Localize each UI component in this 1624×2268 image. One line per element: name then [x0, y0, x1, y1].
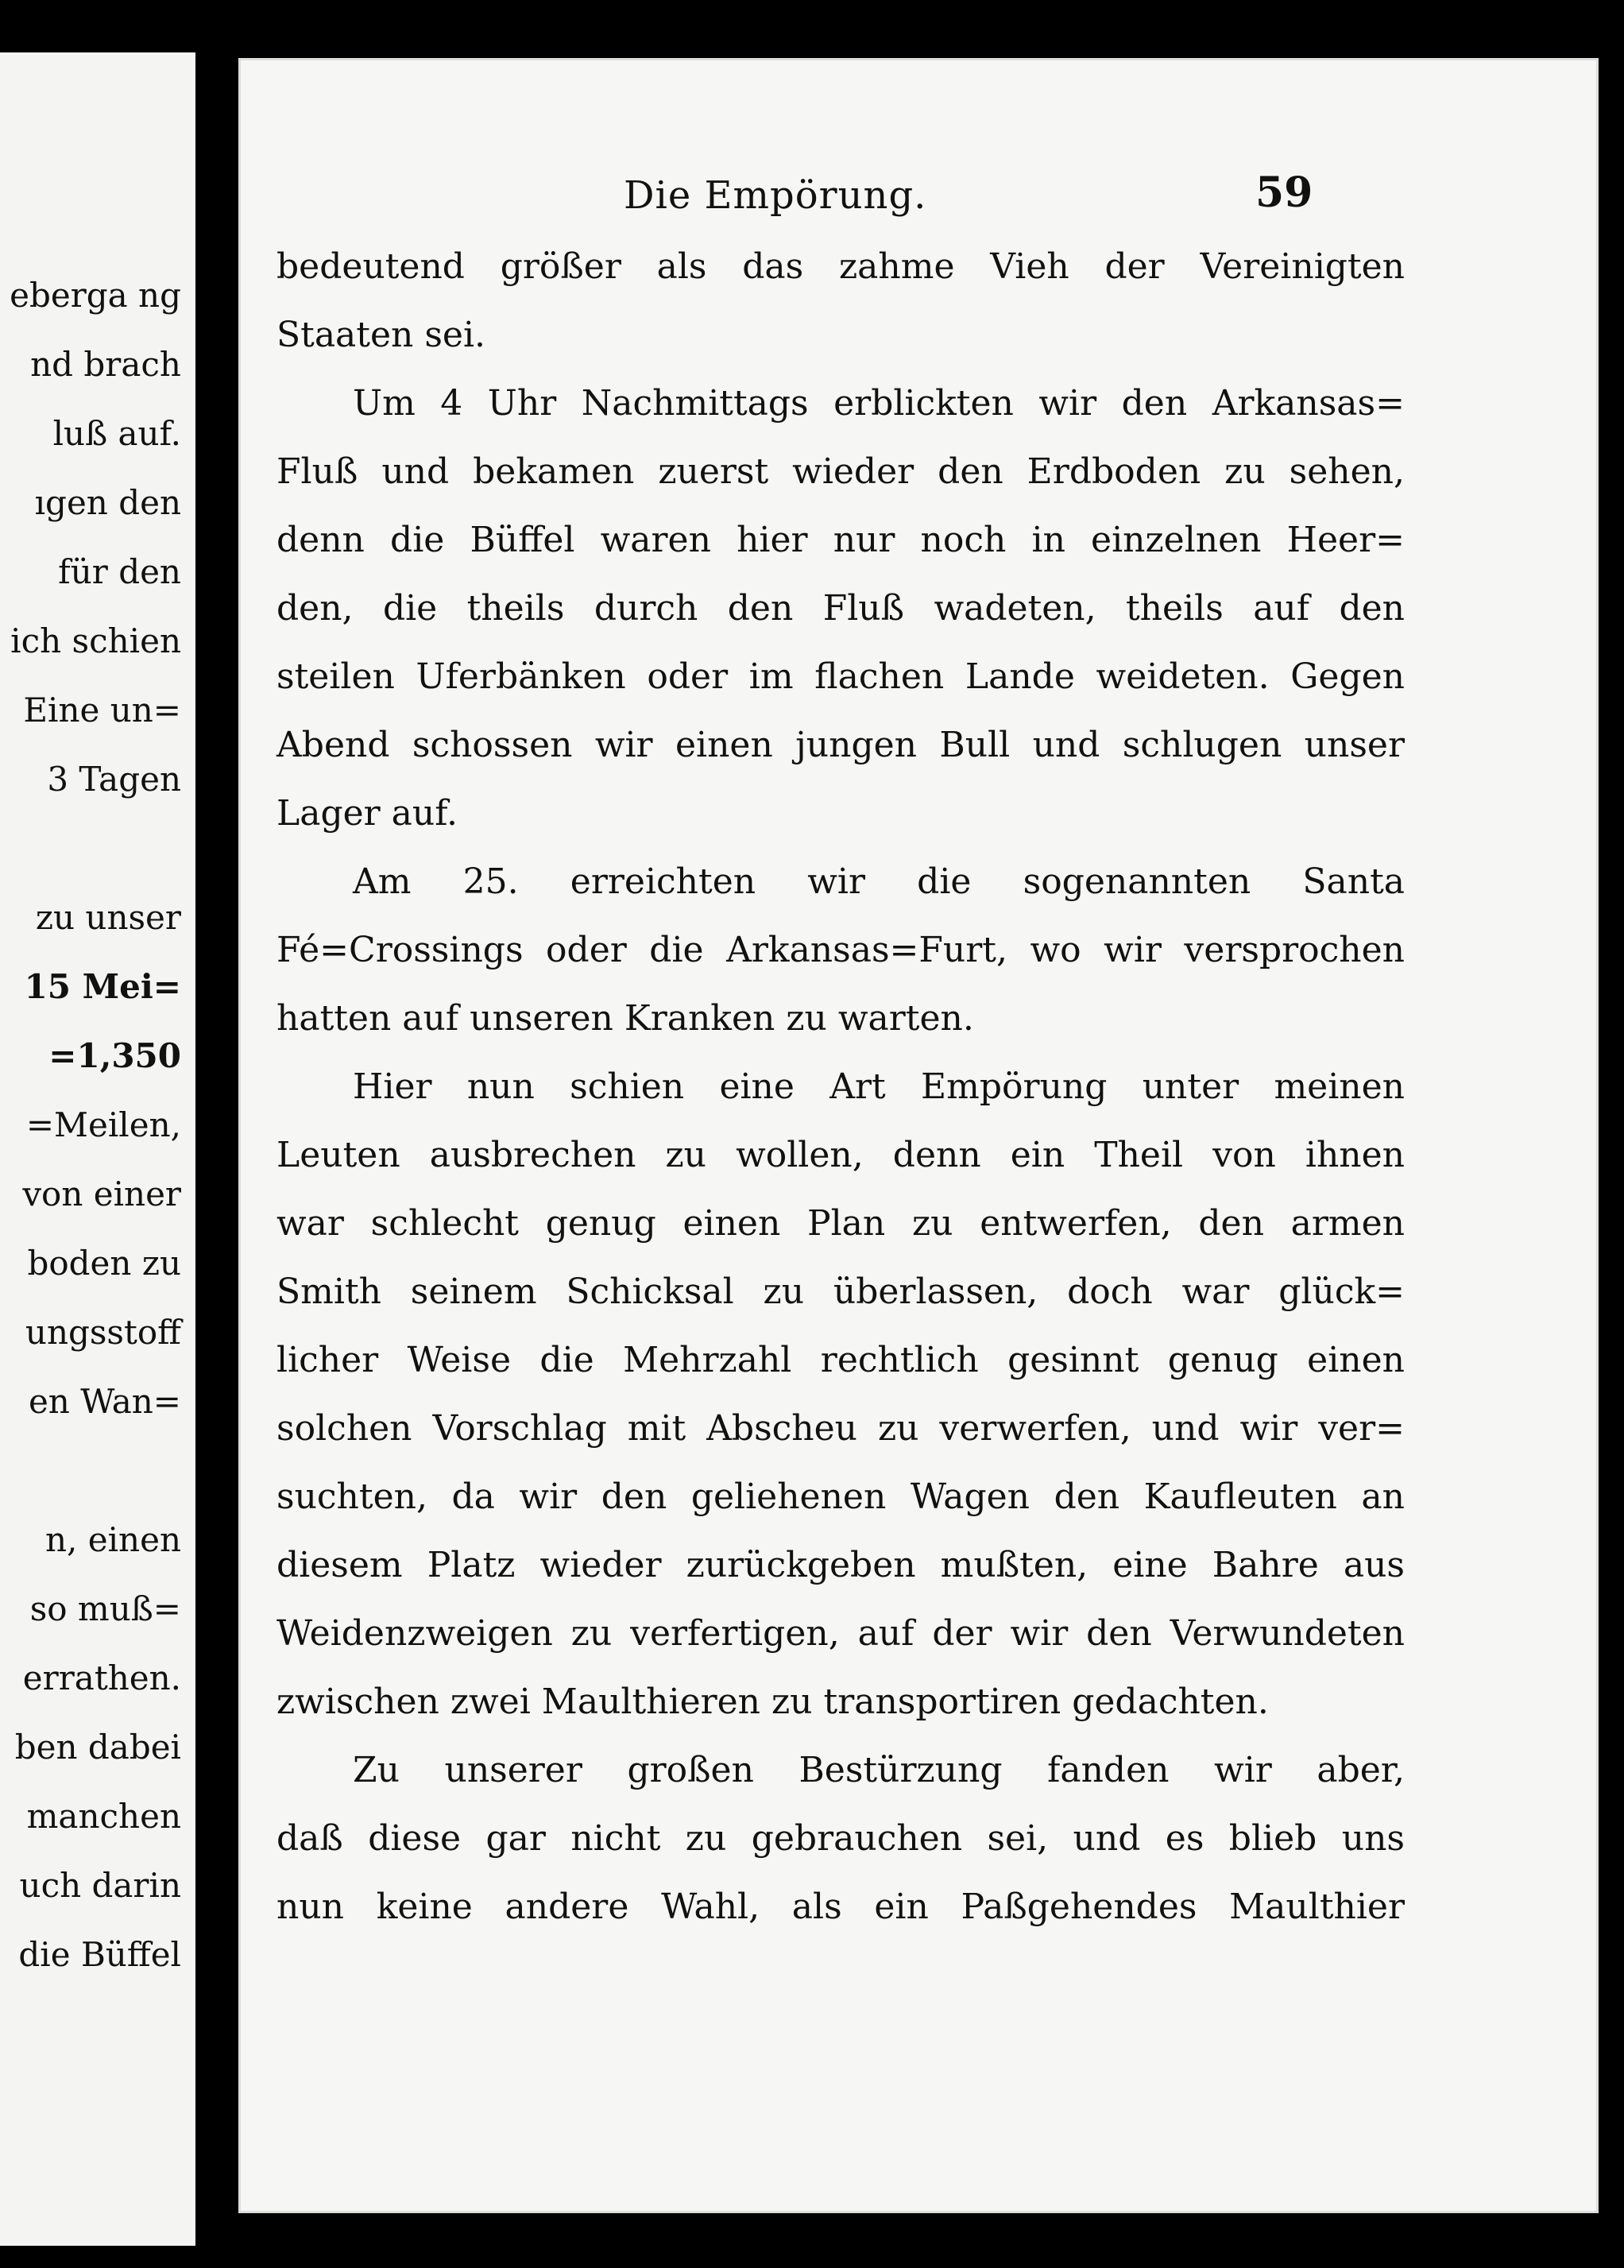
left-line-15: boden zu	[27, 1244, 181, 1283]
text-line-23: Zu unserer großen Bestürzung fanden wir aber,	[353, 1750, 1405, 1790]
text-line-11: Fé=Crossings oder die Arkansas=Furt, wo wir versprochen	[276, 930, 1405, 970]
left-line-11: 15 Mei=	[24, 967, 181, 1006]
left-line-4: ıgen den	[34, 483, 181, 522]
running-head: Die Empörung.	[624, 173, 927, 218]
left-line-23: manchen	[26, 1797, 181, 1836]
left-line-22: ben dabei	[14, 1728, 181, 1767]
text-line-3: Um 4 Uhr Nachmittags erblickten wir den Arkansas=	[353, 383, 1405, 424]
right-page	[238, 58, 1599, 2213]
left-line-7: Eine un=	[23, 691, 181, 730]
left-line-16: ungsstoff	[25, 1313, 181, 1352]
text-line-24: daß diese gar nicht zu gebrauchen sei, und es blieb uns	[276, 1818, 1405, 1859]
text-line-9: Lager auf.	[276, 793, 458, 834]
left-line-8: 3 Tagen	[47, 760, 181, 799]
text-line-16: Smith seinem Schicksal zu überlassen, doch war glück=	[276, 1271, 1405, 1312]
left-line-3: luß auf.	[52, 414, 181, 453]
left-line-1: eberga ng	[10, 276, 181, 315]
text-line-19: suchten, da wir den geliehenen Wagen den Kaufleuten an	[276, 1477, 1405, 1517]
text-line-14: Leuten ausbrechen zu wollen, denn ein Theil von ihnen	[276, 1135, 1405, 1175]
left-line-5: für den	[58, 552, 181, 591]
text-line-4: Fluß und bekamen zuerst wieder den Erdboden zu sehen,	[276, 451, 1405, 492]
left-line-13: =Meilen,	[25, 1105, 181, 1144]
left-line-14: von einer	[22, 1175, 181, 1213]
text-line-5: denn die Büffel waren hier nur noch in einzelnen Heer=	[276, 520, 1405, 560]
text-line-25: nun keine andere Wahl, als ein Paßgehendes Maulthier	[276, 1887, 1405, 1927]
left-page-fragment	[0, 0, 195, 2268]
left-line-24: uch darin	[19, 1866, 181, 1905]
left-line-2: nd brach	[30, 345, 181, 384]
page-header	[238, 168, 1599, 229]
text-line-7: steilen Uferbänken oder im flachen Lande weideten. Gegen	[276, 656, 1405, 697]
text-line-21: Weidenzweigen zu verfertigen, auf der wir den Verwundeten	[276, 1613, 1405, 1654]
left-line-19: n, einen	[45, 1520, 181, 1559]
text-line-17: licher Weise die Mehrzahl rechtlich gesinnt genug einen	[276, 1340, 1405, 1380]
text-line-1: bedeutend größer als das zahme Vieh der Vereinigten	[276, 246, 1405, 287]
text-line-12: hatten auf unseren Kranken zu warten.	[276, 998, 974, 1039]
text-line-22: zwischen zwei Maulthieren zu transportiren gedachten.	[276, 1682, 1269, 1722]
text-line-18: solchen Vorschlag mit Abscheu zu verwerfen, und wir ver=	[276, 1408, 1405, 1449]
text-line-13: Hier nun schien eine Art Empörung unter meinen	[353, 1066, 1405, 1107]
page-number: 59	[1255, 168, 1313, 217]
left-line-10: zu unser	[35, 898, 181, 937]
text-line-6: den, die theils durch den Fluß wadeten, theils auf den	[276, 588, 1405, 629]
left-line-12: =1,350	[48, 1036, 181, 1075]
text-line-15: war schlecht genug einen Plan zu entwerfen, den armen	[276, 1203, 1405, 1244]
left-line-17: en Wan=	[28, 1382, 181, 1421]
left-line-20: so muß=	[29, 1589, 181, 1628]
left-page-sheet	[0, 52, 195, 2246]
text-line-20: diesem Platz wieder zurückgeben mußten, eine Bahre aus	[276, 1545, 1405, 1585]
book-gutter	[195, 0, 238, 2268]
left-line-21: errathen.	[22, 1658, 181, 1697]
text-line-10: Am 25. erreichten wir die sogenannten Santa	[353, 861, 1405, 902]
left-line-6: ich schien	[10, 621, 181, 660]
text-line-8: Abend schossen wir einen jungen Bull und schlugen unser	[276, 725, 1405, 765]
text-line-2: Staaten sei.	[276, 315, 486, 355]
body-text	[276, 233, 1405, 1941]
left-line-25: die Büffel	[18, 1935, 181, 1974]
